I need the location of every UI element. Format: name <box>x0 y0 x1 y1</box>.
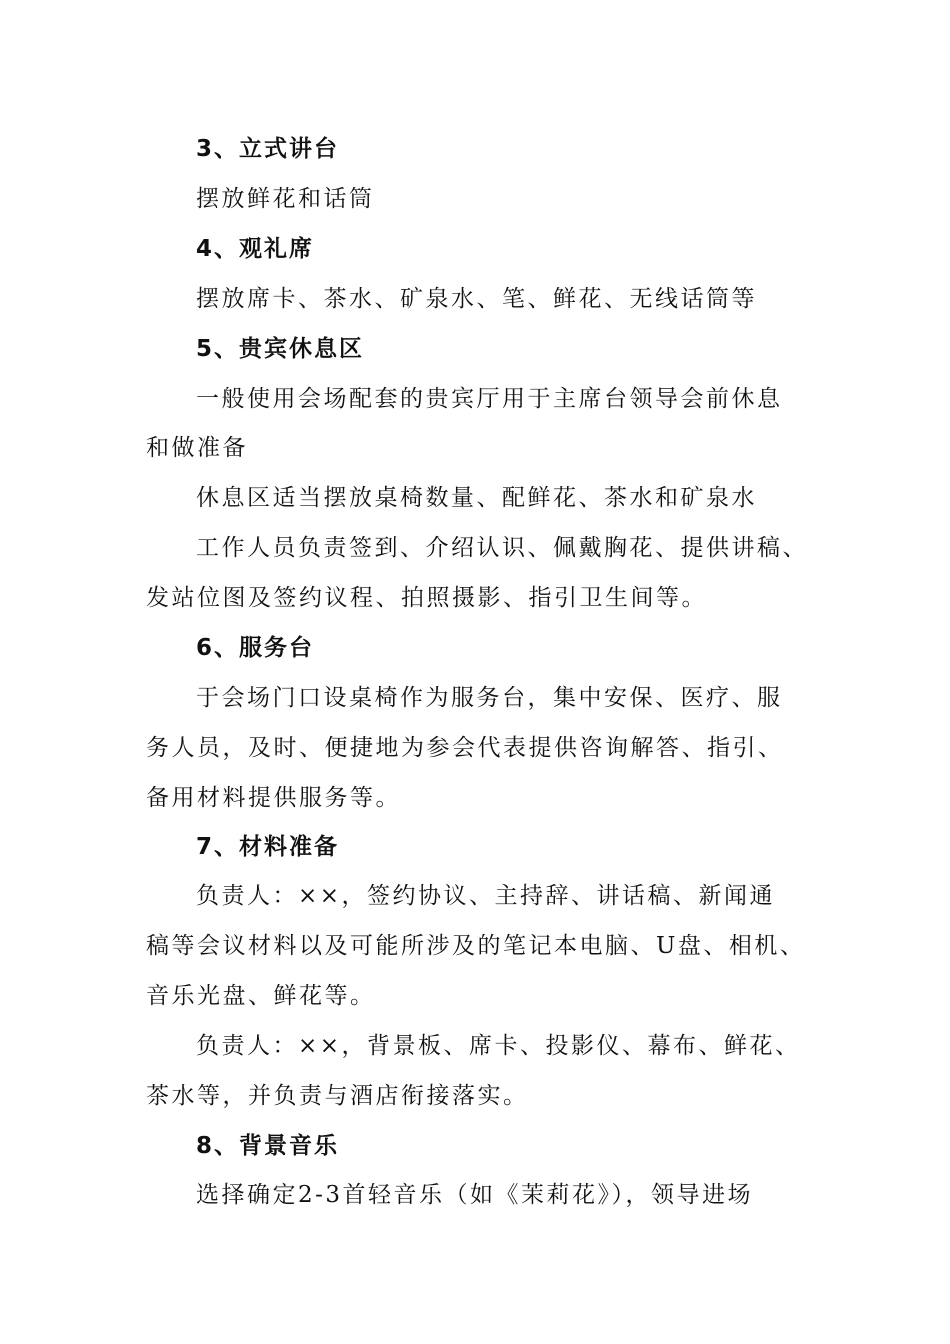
section-8-paragraph-line-1: 选择确定2-3首轻音乐（如《茉莉花》），领导进场 <box>196 1182 754 1208</box>
section-5-paragraph-2: 休息区适当摆放桌椅数量、配鲜花、茶水和矿泉水 <box>196 485 757 511</box>
section-5-paragraph-3-line-2: 发站位图及签约议程、拍照摄影、指引卫生间等。 <box>146 585 707 611</box>
section-7-paragraph-2-line-1: 负责人：××，背景板、席卡、投影仪、幕布、鲜花、 <box>196 1033 801 1059</box>
section-4-heading: 4、观礼席 <box>196 236 315 262</box>
section-4-paragraph: 摆放席卡、茶水、矿泉水、笔、鲜花、无线话筒等 <box>196 286 757 312</box>
section-7-paragraph-1-line-2: 稿等会议材料以及可能所涉及的笔记本电脑、U盘、相机、 <box>146 933 806 959</box>
section-6-heading: 6、服务台 <box>196 635 315 661</box>
section-3-paragraph: 摆放鲜花和话筒 <box>196 186 375 212</box>
section-3-heading: 3、立式讲台 <box>196 136 340 162</box>
section-7-paragraph-2-line-2: 茶水等，并负责与酒店衔接落实。 <box>146 1083 529 1109</box>
section-5-paragraph-1-line-1: 一般使用会场配套的贵宾厅用于主席台领导会前休息 <box>196 386 783 412</box>
section-5-paragraph-1-line-2: 和做准备 <box>146 435 248 461</box>
section-6-paragraph-line-3: 备用材料提供服务等。 <box>146 785 401 811</box>
section-6-paragraph-line-1: 于会场门口设桌椅作为服务台，集中安保、医疗、服 <box>196 685 783 711</box>
section-7-heading: 7、材料准备 <box>196 834 340 860</box>
section-6-paragraph-line-2: 务人员，及时、便捷地为参会代表提供咨询解答、指引、 <box>146 735 784 761</box>
section-7-paragraph-1-line-3: 音乐光盘、鲜花等。 <box>146 983 376 1009</box>
section-8-heading: 8、背景音乐 <box>196 1133 340 1159</box>
section-5-paragraph-3-line-1: 工作人员负责签到、介绍认识、佩戴胸花、提供讲稿、 <box>196 535 808 561</box>
section-7-paragraph-1-line-1: 负责人：××，签约协议、主持辞、讲话稿、新闻通 <box>196 883 776 909</box>
section-5-heading: 5、贵宾休息区 <box>196 336 365 362</box>
